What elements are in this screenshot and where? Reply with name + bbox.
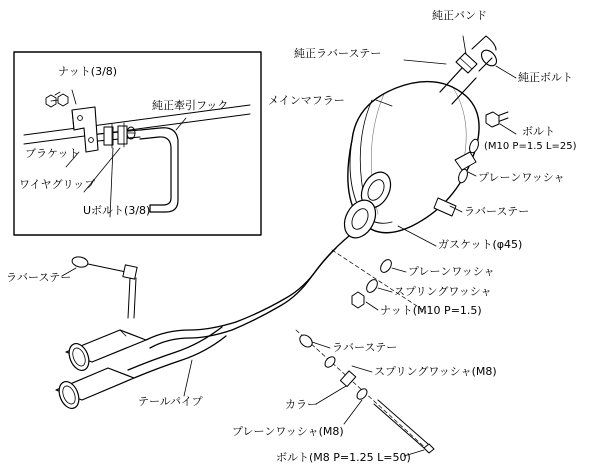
tail-pipe-tips [55, 330, 146, 411]
label-u-bolt-38: Uボルト(3/8) [83, 204, 151, 217]
label-bolt-m10-spec: (M10 P=1.5 L=25) [484, 141, 577, 152]
label-bracket: ブラケット [25, 147, 80, 160]
label-genuine-bolt: 純正ボルト [518, 71, 573, 84]
label-collar: カラー [285, 398, 318, 411]
center-pipe [128, 236, 349, 378]
label-rubber-stay-left: ラバーステー [6, 271, 72, 284]
label-spring-washer-m8: スプリングワッシャ(M8) [374, 365, 497, 378]
label-spring-washer-mid: スプリングワッシャ [394, 285, 492, 298]
label-wire-grip: ワイヤグリップ [19, 178, 96, 191]
label-rubber-stay-lower: ラバーステー [332, 341, 398, 354]
label-nut-38: ナット(3/8) [58, 65, 118, 78]
label-rubber-stay-right: ラバーステー [464, 205, 530, 218]
label-genuine-rubber-stay: 純正ラバーステー [294, 47, 382, 60]
label-genuine-tow-hook: 純正牽引フック [152, 99, 229, 112]
label-plain-washer-top: プレーンワッシャ [478, 171, 565, 184]
label-main-muffler: メインマフラー [268, 94, 345, 107]
rubber-stay-left-part [71, 255, 137, 318]
label-nut-m10: ナット(M10 P=1.5) [380, 304, 482, 317]
label-tail-pipe: テールパイプ [138, 395, 203, 408]
label-plain-washer-mid: プレーンワッシャ [408, 265, 495, 278]
hardware-stack-m10 [332, 250, 426, 312]
label-plain-washer-m8: プレーンワッシャ(M8) [232, 425, 344, 438]
label-genuine-band: 純正バンド [432, 9, 487, 22]
label-gasket-45: ガスケット(φ45) [438, 238, 523, 251]
label-bolt-m8: ボルト(M8 P=1.25 L=50) [276, 451, 411, 464]
label-bolt-m10: ボルト [522, 125, 555, 138]
